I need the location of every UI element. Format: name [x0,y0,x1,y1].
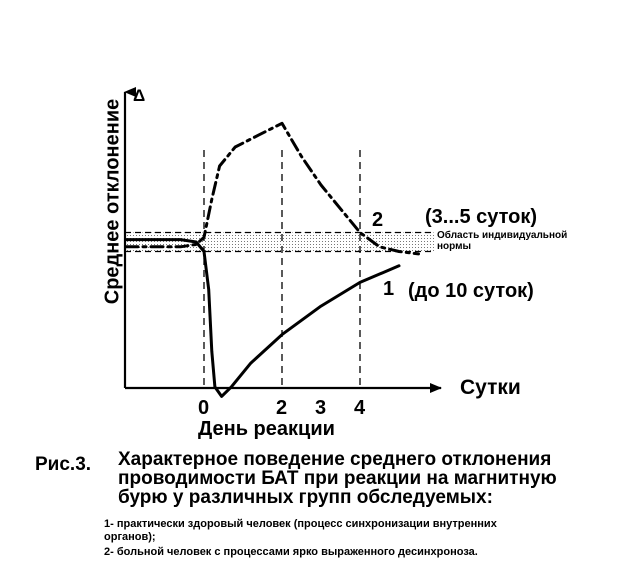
x-axis-caption: День реакции [198,418,335,440]
series-1-label: 1 [383,278,395,300]
series-2-label: 2 [372,209,384,231]
series-2-duration: (3...5 суток) [425,206,538,228]
y-axis-symbol: Δ [133,86,146,105]
x-tick-label-3: 3 [315,397,327,419]
norm-band-label: Область индивидуальной нормы [437,230,568,252]
series-1-line [126,240,399,397]
figure-note-2: 2- больной человек с процессами ярко выраженного десинхроноза. [104,546,478,558]
figure-caption: Характерное поведение среднего отклонения проводимости БАТ при реакции на магнитную бурю у различных групп обследуемых: [118,449,557,508]
figure-note-1: 1- практически здоровый человек (процесс синхронизации внутренних органов); [104,518,497,543]
x-tick-label-2: 2 [276,397,288,419]
y-axis-label: Среднее отклонение [101,98,124,305]
x-axis-label: Сутки [460,376,521,399]
figure-number: Рис.3. [35,454,92,475]
x-tick-label-0: 0 [198,397,210,419]
x-tick-label-4: 4 [354,397,366,419]
series-1-duration: (до 10 суток) [408,280,534,302]
